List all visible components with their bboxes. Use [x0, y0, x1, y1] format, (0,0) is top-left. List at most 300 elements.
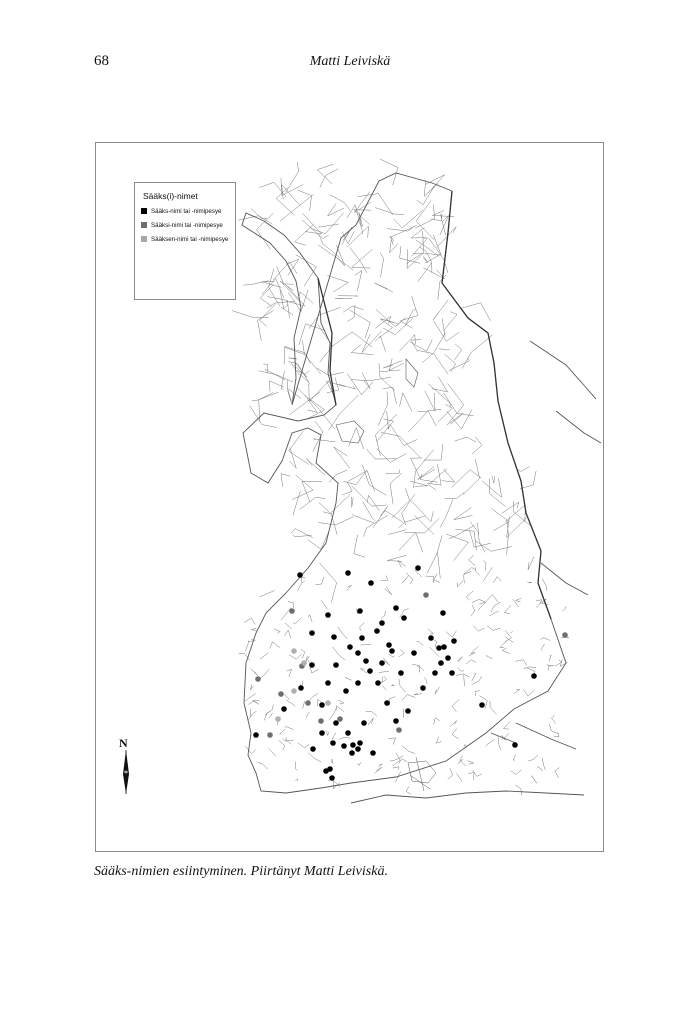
boundary-segment: [300, 292, 314, 304]
boundary-segment: [329, 470, 347, 483]
boundary-segment: [309, 307, 341, 328]
place-name-marker: [357, 608, 363, 614]
boundary-segment: [502, 502, 519, 513]
lake-inari: [406, 359, 418, 387]
boundary-segment: [446, 631, 457, 638]
boundary-segment: [393, 767, 399, 770]
boundary-segment: [379, 672, 389, 673]
boundary-segment: [399, 679, 406, 692]
boundary-segment: [349, 428, 364, 450]
boundary-segment: [537, 767, 542, 772]
boundary-segment: [366, 449, 396, 459]
boundary-segment: [492, 476, 495, 483]
place-name-marker: [333, 720, 339, 726]
boundary-segment: [532, 776, 538, 784]
boundary-segment: [458, 657, 463, 663]
boundary-segment: [329, 395, 359, 431]
place-name-marker: [367, 668, 373, 674]
boundary-segment: [288, 602, 293, 608]
boundary-segment: [394, 210, 423, 228]
western-border: [318, 278, 336, 405]
boundary-segment: [447, 413, 464, 425]
boundary-segment: [291, 363, 309, 383]
place-name-marker: [389, 648, 395, 654]
place-name-marker: [253, 732, 259, 738]
boundary-segment: [302, 220, 329, 239]
boundary-segment: [245, 694, 256, 702]
boundary-segment: [352, 514, 375, 523]
boundary-segment: [289, 448, 296, 469]
boundary-segment: [295, 779, 297, 781]
boundary-segment: [541, 645, 545, 651]
boundary-segment: [259, 371, 294, 382]
boundary-segment: [292, 475, 313, 500]
boundary-segment: [475, 541, 512, 552]
boundary-segment: [338, 700, 344, 704]
boundary-segment: [427, 535, 442, 573]
boundary-segment: [425, 391, 435, 412]
boundary-segment: [397, 322, 413, 329]
legend-item-saaksi: [141, 220, 223, 230]
boundary-segment: [410, 340, 432, 352]
boundary-segment: [536, 600, 542, 605]
boundary-segment: [258, 763, 268, 770]
boundary-segment: [281, 474, 290, 487]
boundary-segment: [295, 762, 297, 771]
municipality-boundaries: [232, 159, 569, 796]
place-name-marker: [319, 730, 325, 736]
boundary-segment: [414, 450, 434, 488]
boundary-segment: [487, 626, 501, 631]
boundary-segment: [452, 470, 482, 488]
boundary-segment: [456, 674, 469, 677]
boundary-segment: [516, 660, 527, 666]
boundary-segment: [376, 419, 393, 442]
place-name-marker: [363, 658, 369, 664]
boundary-segment: [411, 458, 423, 478]
boundary-segment: [267, 301, 295, 308]
boundary-segment: [523, 689, 535, 696]
boundary-segment: [410, 481, 428, 486]
boundary-segment: [542, 758, 545, 770]
boundary-segment: [502, 648, 509, 654]
boundary-segment: [438, 404, 453, 422]
boundary-segment: [486, 595, 498, 603]
boundary-segment: [301, 649, 305, 658]
boundary-segment: [269, 713, 273, 718]
boundary-segment: [388, 738, 396, 745]
place-name-marker: [393, 605, 399, 611]
boundary-segment: [351, 377, 391, 381]
boundary-segment: [348, 471, 375, 492]
light-gray-square-icon: [141, 236, 147, 242]
boundary-segment: [458, 759, 463, 764]
place-name-marker: [333, 662, 339, 668]
boundary-segment: [352, 497, 354, 507]
boundary-segment: [250, 684, 253, 690]
boundary-segment: [436, 737, 441, 743]
boundary-segment: [444, 354, 455, 372]
boundary-segment: [377, 448, 407, 462]
boundary-segment: [489, 478, 505, 506]
boundary-segment: [310, 694, 319, 701]
boundary-segment: [471, 646, 478, 653]
boundary-segment: [319, 503, 331, 514]
place-name-marker: [451, 638, 457, 644]
boundary-segment: [334, 447, 350, 469]
boundary-segment: [300, 497, 325, 509]
boundary-segment: [505, 637, 513, 642]
place-name-marker: [415, 565, 421, 571]
place-name-marker: [291, 648, 297, 654]
place-name-marker: [355, 680, 361, 686]
boundary-segment: [379, 364, 395, 391]
boundary-segment: [517, 466, 530, 471]
boundary-segment: [265, 369, 285, 380]
boundary-segment: [368, 718, 373, 725]
legend-item-saaksen: [141, 234, 228, 244]
place-name-marker: [432, 670, 438, 676]
boundary-segment: [490, 701, 497, 714]
boundary-segment: [445, 492, 465, 498]
place-name-marker: [319, 702, 325, 708]
boundary-segment: [402, 746, 415, 754]
boundary-segment: [460, 303, 491, 321]
boundary-segment: [491, 602, 501, 613]
boundary-segment: [399, 532, 423, 552]
boundary-segment: [302, 213, 321, 234]
boundary-segment: [281, 307, 293, 315]
place-name-marker: [337, 716, 343, 722]
boundary-segment: [252, 628, 258, 631]
boundary-segment: [390, 756, 403, 762]
boundary-segment: [336, 706, 344, 712]
boundary-segment: [390, 240, 399, 253]
boundary-segment: [306, 459, 325, 476]
place-name-marker: [512, 742, 518, 748]
boundary-segment: [452, 699, 460, 711]
boundary-segment: [252, 393, 274, 401]
boundary-segment: [381, 576, 388, 581]
boundary-segment: [463, 459, 480, 495]
boundary-segment: [298, 581, 305, 591]
boundary-segment: [400, 296, 418, 321]
boundary-segment: [391, 685, 394, 686]
boundary-segment: [358, 762, 361, 765]
place-name-marker: [374, 628, 380, 634]
boundary-segment: [308, 753, 321, 762]
boundary-segment: [339, 384, 356, 389]
boundary-segment: [465, 568, 476, 574]
map-frame: [95, 142, 604, 852]
boundary-segment: [527, 582, 532, 583]
place-name-marker: [310, 746, 316, 752]
place-name-marker: [301, 660, 307, 666]
boundary-segment: [270, 642, 280, 648]
boundary-segment: [269, 748, 276, 756]
boundary-segment: [428, 629, 434, 634]
boundary-segment: [273, 262, 297, 281]
boundary-segment: [528, 755, 538, 761]
boundary-segment: [417, 666, 419, 673]
boundary-segment: [454, 507, 473, 519]
boundary-segment: [505, 505, 525, 522]
boundary-segment: [462, 335, 493, 369]
boundary-segment: [469, 772, 475, 780]
boundary-segment: [352, 249, 373, 268]
boundary-segment: [381, 611, 386, 620]
place-name-marker: [396, 727, 402, 733]
place-name-marker: [375, 680, 381, 686]
place-name-marker: [420, 685, 426, 691]
boundary-segment: [379, 764, 383, 767]
place-name-marker: [359, 635, 365, 641]
boundary-segment: [457, 774, 462, 782]
boundary-segment: [293, 491, 300, 515]
boundary-segment: [424, 180, 438, 197]
boundary-segment: [406, 231, 423, 264]
boundary-segment: [333, 647, 346, 660]
boundary-segment: [455, 437, 476, 442]
boundary-segment: [478, 523, 486, 553]
boundary-segment: [248, 711, 256, 720]
boundary-segment: [326, 731, 329, 735]
boundary-segment: [260, 591, 275, 597]
boundary-segment: [452, 729, 459, 739]
boundary-segment: [455, 529, 476, 550]
boundary-segment: [406, 573, 413, 584]
boundary-segment: [415, 205, 434, 229]
boundary-segment: [454, 344, 461, 360]
boundary-segment: [347, 373, 373, 394]
boundary-segment: [378, 392, 388, 426]
boundary-segment: [433, 300, 448, 320]
place-name-marker: [405, 708, 411, 714]
place-name-marker: [355, 746, 361, 752]
boundary-segment: [448, 768, 453, 779]
boundary-segment: [329, 708, 337, 721]
boundary-segment: [562, 606, 566, 611]
boundary-segment: [289, 654, 301, 659]
boundary-segment: [475, 691, 479, 696]
finland-outline: [242, 173, 566, 793]
boundary-segment: [510, 631, 512, 633]
boundary-segment: [440, 215, 449, 235]
figure-caption: Sääks-nimien esiintyminen. Piirtänyt Matti Leiviskä.: [94, 864, 388, 879]
boundary-segment: [513, 755, 515, 761]
boundary-segment: [486, 656, 492, 660]
boundary-segment: [339, 737, 351, 739]
north-arrow: [114, 736, 138, 806]
boundary-segment: [434, 573, 440, 582]
place-name-marker: [423, 592, 429, 598]
boundary-segment: [511, 770, 522, 774]
boundary-segment: [338, 296, 358, 297]
boundary-segment: [392, 488, 410, 518]
boundary-segment: [475, 567, 480, 575]
map-legend: [134, 182, 236, 300]
boundary-segment: [552, 715, 556, 723]
boundary-segment: [516, 598, 522, 602]
boundary-segment: [466, 660, 476, 665]
boundary-segment: [279, 740, 285, 750]
boundary-segment: [315, 577, 323, 585]
boundary-segment: [363, 515, 387, 537]
black-square-icon: [141, 208, 147, 214]
boundary-segment: [423, 268, 444, 279]
boundary-segment: [355, 271, 362, 291]
boundary-segment: [250, 406, 277, 428]
boundary-segment: [504, 605, 510, 614]
place-name-marker: [479, 702, 485, 708]
legend-title: Sääks(i)-nimet: [143, 191, 198, 201]
boundary-segment: [382, 685, 387, 690]
boundary-segment: [486, 739, 495, 746]
boundary-segment: [418, 409, 442, 412]
place-name-markers: [253, 565, 568, 781]
boundary-segment: [319, 224, 339, 227]
boundary-segment: [483, 567, 492, 581]
boundary-segment: [424, 677, 427, 683]
boundary-segment: [444, 312, 457, 331]
boundary-segment: [308, 615, 312, 622]
boundary-segment: [321, 600, 328, 609]
place-name-marker: [329, 775, 335, 781]
boundary-segment: [411, 501, 433, 522]
boundary-segment: [375, 767, 382, 773]
boundary-segment: [472, 437, 482, 454]
boundary-segment: [411, 340, 421, 352]
boundary-segment: [415, 570, 422, 577]
boundary-segment: [343, 306, 363, 312]
boundary-segment: [318, 517, 354, 525]
boundary-segment: [248, 640, 255, 642]
boundary-segment: [260, 304, 276, 327]
boundary-segment: [435, 687, 440, 694]
place-name-marker: [343, 688, 349, 694]
boundary-segment: [399, 759, 407, 764]
place-name-marker: [309, 630, 315, 636]
boundary-segment: [260, 652, 268, 659]
boundary-segment: [293, 618, 301, 625]
boundary-segment: [286, 700, 295, 707]
place-name-marker: [341, 743, 347, 749]
boundary-segment: [402, 695, 415, 701]
legend-item-label: Sääks-nimi tai -nimipesye: [151, 207, 222, 215]
boundary-segment: [464, 573, 465, 583]
boundary-segment: [375, 336, 385, 352]
boundary-segment: [274, 629, 280, 634]
boundary-segment: [503, 721, 510, 729]
boundary-segment: [549, 655, 551, 662]
boundary-segment: [515, 785, 522, 796]
place-name-marker: [355, 650, 361, 656]
place-name-marker: [323, 768, 329, 774]
boundary-segment: [418, 263, 432, 282]
boundary-segment: [264, 711, 270, 720]
boundary-segment: [406, 310, 416, 326]
place-name-marker: [357, 740, 363, 746]
boundary-segment: [438, 553, 441, 579]
boundary-segment: [298, 190, 312, 211]
boundary-segment: [432, 211, 454, 217]
boundary-segment: [347, 305, 355, 322]
place-name-marker: [398, 670, 404, 676]
place-name-marker: [305, 700, 311, 706]
boundary-segment: [542, 578, 546, 590]
place-name-marker: [309, 662, 315, 668]
boundary-segment: [412, 238, 428, 256]
boundary-segment: [314, 438, 336, 442]
boundary-segment: [450, 721, 457, 727]
boundary-segment: [520, 471, 536, 489]
place-name-marker: [291, 688, 297, 694]
boundary-segment: [402, 494, 415, 525]
boundary-segment: [540, 638, 550, 641]
place-name-marker: [298, 685, 304, 691]
place-name-marker: [331, 634, 337, 640]
place-name-marker: [350, 742, 356, 748]
boundary-segment: [444, 393, 474, 416]
boundary-segment: [327, 381, 346, 396]
boundary-segment: [347, 226, 369, 247]
place-name-marker: [325, 680, 331, 686]
boundary-segment: [287, 669, 292, 677]
boundary-segment: [375, 283, 393, 292]
place-name-marker: [281, 706, 287, 712]
place-name-marker: [330, 740, 336, 746]
boundary-segment: [478, 602, 486, 610]
boundary-segment: [498, 736, 501, 749]
boundary-segment: [332, 759, 333, 764]
boundary-segment: [505, 630, 512, 641]
boundary-segment: [311, 668, 319, 673]
place-name-marker: [386, 642, 392, 648]
boundary-segment: [243, 281, 268, 285]
boundary-segment: [303, 701, 305, 708]
boundary-segment: [389, 697, 395, 706]
boundary-segment: [472, 676, 482, 685]
boundary-segment: [302, 481, 322, 502]
boundary-segment: [332, 733, 336, 739]
boundary-segment: [347, 205, 361, 227]
place-name-marker: [531, 673, 537, 679]
boundary-segment: [298, 743, 309, 748]
boundary-segment: [549, 665, 555, 670]
legend-item-label: Sääksi-nimi tai -nimipesye: [151, 221, 223, 229]
boundary-segment: [313, 421, 323, 452]
boundary-segment: [404, 518, 439, 533]
place-name-marker: [384, 700, 390, 706]
boundary-segment: [406, 787, 411, 795]
place-name-marker: [318, 718, 324, 724]
boundary-segment: [549, 724, 558, 734]
boundary-segment: [380, 676, 387, 684]
boundary-segment: [469, 555, 476, 566]
boundary-segment: [284, 694, 289, 699]
boundary-segment: [381, 432, 420, 457]
boundary-segment: [345, 677, 351, 680]
legend-item-label: Sääksen-nimi tai -nimipesye: [151, 235, 229, 243]
boundary-segment: [267, 297, 289, 319]
boundary-segment: [449, 358, 470, 371]
boundary-segment: [473, 626, 485, 632]
place-name-marker: [411, 650, 417, 656]
place-name-marker: [278, 691, 284, 697]
boundary-segment: [493, 577, 501, 583]
boundary-segment: [384, 587, 391, 595]
boundary-segment: [491, 508, 509, 530]
